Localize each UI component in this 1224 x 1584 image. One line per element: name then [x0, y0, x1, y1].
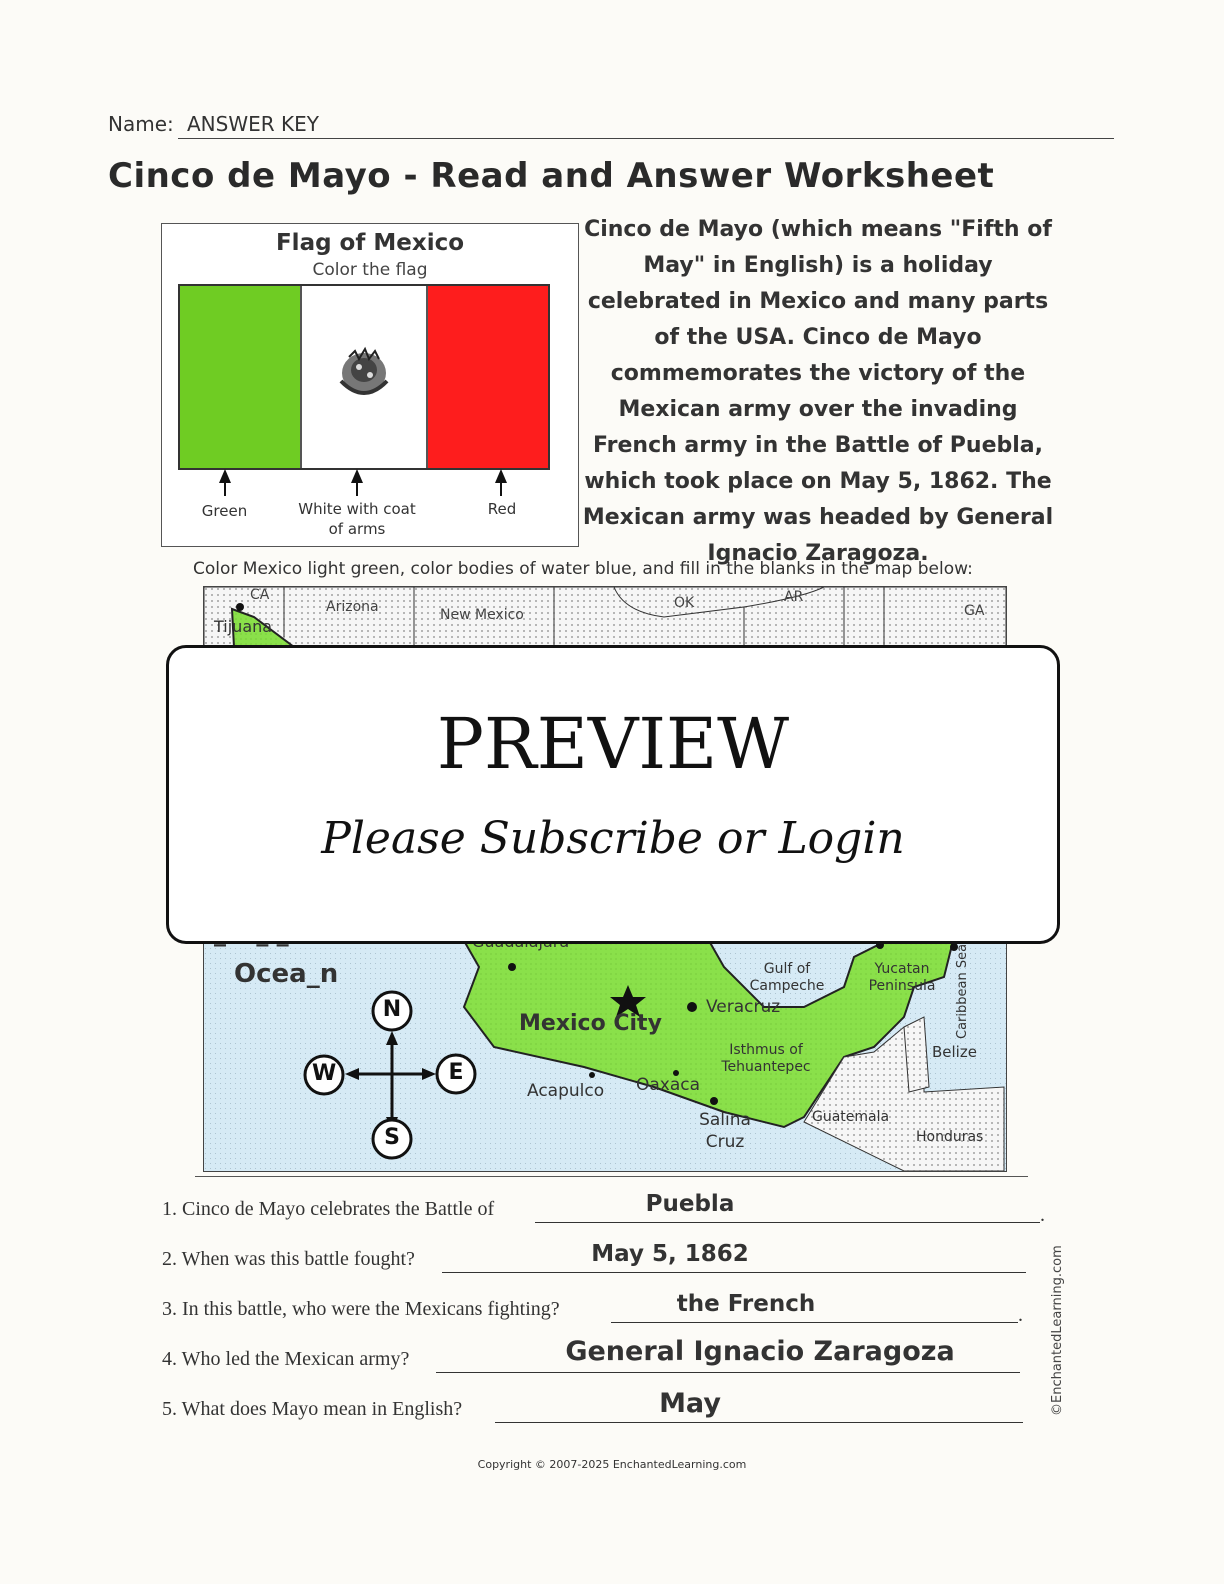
flag-box: [161, 223, 579, 547]
map-label-ar: AR: [784, 589, 804, 605]
question-2: [162, 1248, 415, 1271]
belize-region: [904, 1017, 929, 1092]
map-label-new-mexico: New Mexico: [440, 607, 524, 623]
arrow-green: [224, 482, 226, 496]
flag-label-white: White with coat of arms: [298, 500, 416, 538]
arrow-green-head: [219, 469, 231, 483]
answer-1-line: [535, 1222, 1040, 1223]
map-label-gulf-campeche: Gulf of Campeche: [749, 961, 825, 994]
flag-label-green: Green: [201, 502, 248, 520]
map-label-veracruz: Veracruz: [706, 997, 781, 1017]
map-label-belize: Belize: [932, 1043, 977, 1061]
arrow-red-head: [495, 469, 507, 483]
flag-red-stripe[interactable]: [426, 286, 548, 468]
answer-4[interactable]: General Ignacio Zaragoza: [565, 1336, 955, 1367]
map-label-guatemala: Guatemala: [812, 1109, 890, 1125]
intro-paragraph: Cinco de Mayo (which means "Fifth of May" in English) is a holiday celebrated in Mexico and many parts of the USA. Cinco de Mayo commemorates the victory of the Mexican army over the invading French army in the Battle of Puebla, which took place on May 5, 1862. The Mexican army was headed by General Ignacio Zaragoza.: [582, 217, 1054, 566]
map-label-caribbean: Caribbean Sea: [955, 943, 970, 1039]
question-4: [162, 1348, 409, 1371]
map-label-ocean: Ocea_n: [234, 959, 339, 989]
map-label-ca: CA: [250, 587, 270, 603]
flag-white-stripe[interactable]: [302, 286, 426, 468]
answer-1-end: .: [1040, 1204, 1045, 1226]
question-1: [162, 1198, 494, 1221]
map-label-oaxaca: Oaxaca: [636, 1075, 701, 1095]
arrow-red: [500, 482, 502, 496]
question-4-text: 4. Who led the Mexican army?: [162, 1348, 410, 1370]
answer-5-line: [495, 1422, 1023, 1423]
map-label-isthmus: Isthmus of Tehuantepec: [721, 1042, 811, 1075]
flag-subtitle: Color the flag: [312, 260, 428, 280]
map-label-ga: GA: [964, 603, 985, 619]
map-label-ok: OK: [674, 595, 695, 611]
answer-2[interactable]: May 5, 1862: [591, 1241, 749, 1267]
question-3-text: 3. In this battle, who were the Mexicans fighting?: [162, 1298, 560, 1320]
answer-1[interactable]: Puebla: [645, 1191, 735, 1217]
worksheet-title: Cinco de Mayo - Read and Answer Worksheet: [108, 156, 995, 196]
answer-4-line: [436, 1372, 1020, 1373]
compass-w-label: W: [312, 1061, 337, 1086]
coat-of-arms-icon: [329, 343, 399, 407]
flag-title: Flag of Mexico: [275, 230, 465, 256]
question-1-text: 1. Cinco de Mayo celebrates the Battle of: [162, 1198, 495, 1220]
mexico-flag[interactable]: [178, 284, 550, 470]
compass-s-label: S: [384, 1125, 400, 1150]
compass-n-label: N: [382, 997, 402, 1022]
map-instruction: Color Mexico light green, color bodies of water blue, and fill in the blanks in the map below:: [193, 559, 973, 579]
name-line: [178, 138, 1114, 139]
question-2-text: 2. When was this battle fought?: [162, 1248, 415, 1270]
question-5: [162, 1398, 462, 1421]
map-label-yucatan: Yucatan Peninsula: [868, 961, 936, 994]
question-5-text: 5. What does Mayo mean in English?: [162, 1398, 463, 1420]
side-credit: ©EnchantedLearning.com: [1050, 1245, 1065, 1416]
answer-3-line: [611, 1322, 1018, 1323]
flag-label-red: Red: [487, 500, 517, 518]
question-3: [162, 1298, 560, 1321]
map-label-salina-cruz: Salina Cruz: [699, 1110, 751, 1152]
map-label-acapulco: Acapulco: [527, 1081, 605, 1101]
map-label-honduras: Honduras: [916, 1129, 984, 1145]
arrow-white-head: [351, 469, 363, 483]
map-label-arizona: Arizona: [326, 599, 379, 615]
map-bottom-line: [195, 1176, 1028, 1177]
answer-5[interactable]: May: [659, 1388, 721, 1419]
copyright-footer: Copyright © 2007-2025 EnchantedLearning.com: [477, 1458, 747, 1471]
compass-e-label: E: [448, 1060, 464, 1085]
flag-green-stripe[interactable]: [180, 286, 302, 468]
subscribe-login-link[interactable]: Please Subscribe or Login: [321, 813, 905, 864]
answer-3[interactable]: the French: [676, 1291, 816, 1317]
usa-region: [204, 587, 1006, 647]
arrow-white: [356, 482, 358, 496]
preview-title: PREVIEW: [436, 703, 790, 785]
preview-overlay[interactable]: [166, 645, 1060, 944]
name-value[interactable]: ANSWER KEY: [187, 112, 319, 136]
map-label-tijuana: Tijuana: [214, 617, 273, 636]
name-label: Name:: [108, 112, 174, 136]
answer-3-end: .: [1018, 1304, 1023, 1326]
answer-2-line: [442, 1272, 1026, 1273]
map-label-mexico-city: Mexico City: [519, 1011, 662, 1036]
